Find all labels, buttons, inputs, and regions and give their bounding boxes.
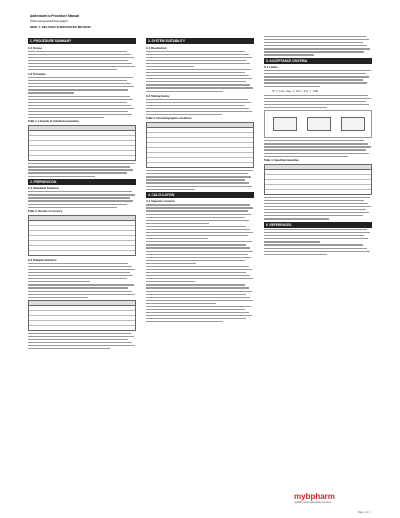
text-line <box>28 69 117 70</box>
text-line <box>146 318 246 319</box>
text-line <box>146 176 251 177</box>
text-line <box>146 278 253 279</box>
company-logo <box>294 492 374 508</box>
text-line <box>264 51 364 52</box>
text-line <box>146 189 195 190</box>
text-line <box>28 166 130 167</box>
text-line <box>264 241 320 242</box>
text-line <box>146 87 253 88</box>
text-line <box>146 111 252 112</box>
text-line <box>264 149 366 150</box>
section-heading: 6. REFERENCES <box>264 222 372 228</box>
text-line <box>28 194 135 195</box>
page-footer: Page 1 of 1 <box>357 511 370 514</box>
subsection-heading: 4.1 Impurity content <box>146 199 175 204</box>
text-line <box>264 235 364 236</box>
text-line <box>28 105 131 106</box>
text-line <box>28 200 133 201</box>
text-line <box>146 84 250 85</box>
text-line <box>146 57 252 58</box>
paragraph <box>28 163 136 177</box>
text-line <box>264 76 369 77</box>
text-line <box>146 284 245 285</box>
document-subtitle: Pharmacopoeial Monograph <box>30 19 68 23</box>
section-heading: 1. PROCEDURE SUMMARY <box>28 38 136 44</box>
text-line <box>28 60 128 61</box>
text-line <box>264 146 371 147</box>
text-line <box>146 223 209 224</box>
text-line <box>28 63 132 64</box>
text-line <box>264 215 363 216</box>
text-line <box>28 266 132 267</box>
text-line <box>146 244 246 245</box>
text-line <box>28 191 132 192</box>
text-line <box>264 218 329 219</box>
paragraph <box>146 51 254 68</box>
text-line <box>146 235 248 236</box>
section-heading: 5. ACCEPTANCE CRITERIA <box>264 58 372 64</box>
text-line <box>28 287 128 288</box>
text-line <box>28 80 127 81</box>
text-column-3 <box>264 36 372 257</box>
paragraph <box>264 244 372 254</box>
subsection-heading: 3.1 Resolution <box>146 45 167 50</box>
text-line <box>28 348 110 349</box>
text-line <box>264 73 366 74</box>
text-line <box>146 306 251 307</box>
text-line <box>28 281 90 282</box>
text-line <box>146 207 253 208</box>
text-line <box>264 229 367 230</box>
text-line <box>264 39 369 40</box>
text-line <box>28 102 127 103</box>
text-line <box>28 172 127 173</box>
text-line <box>264 203 368 204</box>
text-line <box>146 220 249 221</box>
text-line <box>264 238 368 239</box>
text-line <box>264 156 348 157</box>
text-line <box>146 238 208 239</box>
paragraph <box>264 36 372 56</box>
text-line <box>28 197 130 198</box>
text-line <box>28 345 135 346</box>
paragraph <box>28 51 136 71</box>
text-line <box>264 98 371 99</box>
text-line <box>146 266 249 267</box>
paragraph <box>146 266 254 283</box>
text-line <box>146 204 250 205</box>
text-line <box>146 263 196 264</box>
text-line <box>28 86 134 87</box>
document-reference: HEM. 1. RELATED SUBSTANCES METHOD <box>30 25 91 29</box>
text-line <box>28 269 135 270</box>
text-line <box>264 107 327 108</box>
text-line <box>146 78 252 79</box>
text-line <box>28 333 131 334</box>
text-line <box>264 82 367 83</box>
paragraph <box>28 191 136 208</box>
text-line <box>146 312 249 313</box>
text-line <box>28 342 132 343</box>
paragraph <box>146 306 254 323</box>
text-line <box>264 212 369 213</box>
text-line <box>264 143 368 144</box>
text-line <box>146 72 245 73</box>
text-line <box>146 254 248 255</box>
paragraph <box>28 96 136 119</box>
document-title: Addendum to Procedure Manual <box>30 14 80 18</box>
text-line <box>146 291 252 292</box>
text-line <box>146 300 253 301</box>
text-line <box>146 60 246 61</box>
paragraph <box>28 333 136 350</box>
text-line <box>28 339 128 340</box>
text-line <box>146 210 248 211</box>
text-line <box>146 170 253 171</box>
text-line <box>28 336 134 337</box>
text-line <box>28 111 128 112</box>
text-line <box>264 104 369 105</box>
section-heading: 3. SYSTEM SUITABILITY <box>146 38 254 44</box>
text-line <box>146 281 195 282</box>
text-line <box>146 99 248 100</box>
paragraph <box>146 226 254 240</box>
text-line <box>264 197 370 198</box>
paragraph <box>28 77 136 94</box>
text-line <box>28 54 131 55</box>
text-line <box>28 207 117 208</box>
text-line <box>264 232 370 233</box>
section-heading: 2. PREPARATION <box>28 179 136 185</box>
text-line <box>146 69 251 70</box>
text-line <box>146 260 245 261</box>
text-line <box>28 89 128 90</box>
text-line <box>146 102 251 103</box>
text-line <box>28 83 131 84</box>
text-line <box>28 117 104 118</box>
text-line <box>28 275 133 276</box>
paragraph <box>264 197 372 220</box>
paragraph <box>146 69 254 92</box>
paragraph <box>146 170 254 190</box>
text-line <box>28 96 130 97</box>
text-line <box>264 45 367 46</box>
paragraph <box>264 140 372 157</box>
text-line <box>146 217 245 218</box>
text-line <box>28 108 134 109</box>
paragraph <box>146 99 254 116</box>
document-header <box>30 14 180 29</box>
paragraph <box>146 241 254 264</box>
text-line <box>28 272 130 273</box>
text-line <box>146 63 250 64</box>
text-line <box>146 182 249 183</box>
text-line <box>28 278 127 279</box>
text-line <box>28 291 132 292</box>
table-row <box>29 251 135 255</box>
text-line <box>28 294 135 295</box>
data-table <box>146 122 254 168</box>
subsection-heading: 1.1 Scope <box>28 45 43 50</box>
text-line <box>264 248 367 249</box>
text-line <box>146 272 246 273</box>
table-row <box>147 163 253 167</box>
text-line <box>28 284 134 285</box>
text-line <box>264 140 364 141</box>
subsection-heading: 2.1 Standard Solution <box>28 186 59 191</box>
text-line <box>146 315 252 316</box>
subsection-heading: 1.2 Principle <box>28 72 46 77</box>
text-column-1 <box>28 36 136 351</box>
text-line <box>28 66 135 67</box>
subsection-heading: 2.2 Sample Solution <box>28 257 57 262</box>
text-line <box>146 321 223 322</box>
text-line <box>264 70 371 71</box>
text-line <box>146 226 246 227</box>
text-line <box>146 75 249 76</box>
paragraph <box>264 229 372 243</box>
text-line <box>28 176 95 177</box>
text-line <box>146 294 246 295</box>
paragraph <box>146 284 254 304</box>
figure-box <box>307 117 331 131</box>
text-line <box>264 254 327 255</box>
figure-box <box>341 117 365 131</box>
figure-box <box>273 117 297 131</box>
text-line <box>28 99 133 100</box>
text-line <box>146 241 252 242</box>
text-line <box>146 269 252 270</box>
paragraph <box>264 95 372 109</box>
data-table <box>28 125 136 161</box>
text-line <box>146 229 250 230</box>
text-line <box>264 101 366 102</box>
text-line <box>264 209 366 210</box>
text-line <box>264 79 363 80</box>
text-line <box>146 91 223 92</box>
table-row <box>265 190 371 194</box>
data-table <box>264 164 372 195</box>
text-line <box>146 105 245 106</box>
text-line <box>28 51 127 52</box>
text-line <box>264 206 371 207</box>
text-line <box>146 247 250 248</box>
text-line <box>146 66 194 67</box>
text-line <box>146 309 245 310</box>
paragraph <box>264 70 372 87</box>
text-line <box>28 77 133 78</box>
text-line <box>146 173 248 174</box>
text-line <box>28 263 128 264</box>
data-table <box>28 300 136 331</box>
formula: % = (Ai / As) × (Cs / Ci) × 100 <box>272 88 319 93</box>
text-line <box>264 42 363 43</box>
text-line <box>264 54 314 55</box>
text-line <box>146 186 252 187</box>
paragraph <box>28 284 136 298</box>
text-line <box>28 297 88 298</box>
table-caption: Table 1. Linearity of standard preparation <box>28 120 79 124</box>
text-line <box>264 153 369 154</box>
table-caption: Table 3. Chromatographic conditions <box>146 117 192 121</box>
text-line <box>146 251 253 252</box>
logo-name: mybpharm <box>294 492 335 501</box>
data-table <box>28 215 136 256</box>
logo-tagline: reliable pharmaceutical services <box>294 501 331 504</box>
text-line <box>264 200 364 201</box>
table-row <box>29 156 135 160</box>
text-line <box>146 81 246 82</box>
text-line <box>264 86 320 87</box>
text-line <box>146 179 245 180</box>
paragraph <box>28 263 136 283</box>
text-column-2 <box>146 36 254 324</box>
text-line <box>146 51 245 52</box>
text-line <box>146 275 250 276</box>
text-line <box>146 108 249 109</box>
text-line <box>264 251 370 252</box>
text-line <box>264 48 370 49</box>
table-caption: Table 2. Results of recovery <box>28 209 63 213</box>
text-line <box>146 257 251 258</box>
text-line <box>146 297 250 298</box>
text-line <box>28 92 74 93</box>
text-line <box>28 204 127 205</box>
text-line <box>146 287 249 288</box>
text-line <box>146 54 249 55</box>
section-heading: 4. CALCULATION <box>146 192 254 198</box>
text-line <box>28 114 132 115</box>
text-line <box>146 303 216 304</box>
text-line <box>146 214 251 215</box>
text-line <box>28 169 133 170</box>
text-line <box>28 163 135 164</box>
text-line <box>28 57 134 58</box>
text-line <box>146 114 222 115</box>
text-line <box>146 232 253 233</box>
text-line <box>264 95 368 96</box>
subsection-heading: 3.2 Tailing factor <box>146 93 170 98</box>
text-line <box>264 244 363 245</box>
figure <box>264 110 372 138</box>
text-line <box>264 36 366 37</box>
table-caption: Table 4. Specified impurities <box>264 158 299 162</box>
subsection-heading: 5.1 Limits <box>264 65 278 70</box>
paragraph <box>146 204 254 224</box>
table-row <box>29 326 135 330</box>
